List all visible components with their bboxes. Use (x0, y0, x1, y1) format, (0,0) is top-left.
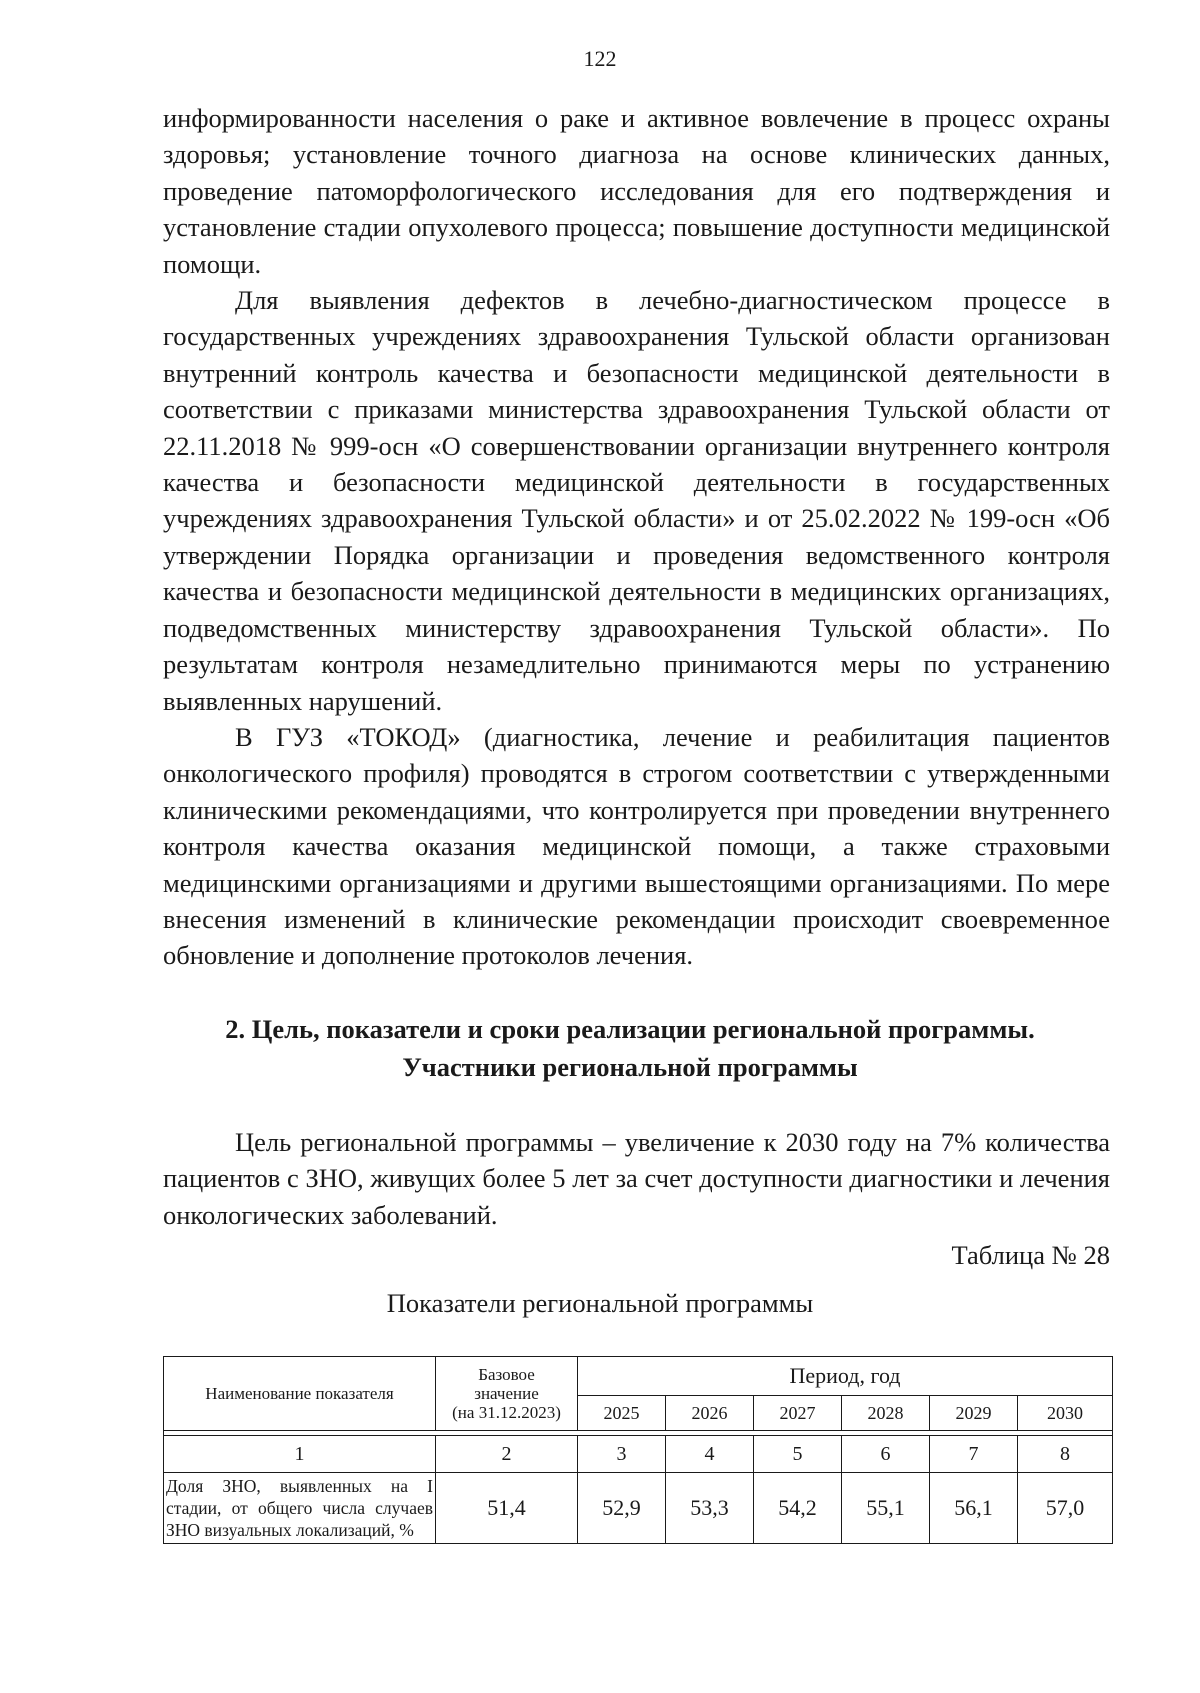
header-year: 2030 (1018, 1396, 1113, 1431)
header-base-value (436, 1357, 578, 1431)
paragraph-tokod: В ГУЗ «ТОКОД» (диагностика, лечение и реабилитация пациентов онкологического профиля) проводятся в строгом соответствии с утвержденными клиническими рекомендациями, что контролируется при проведении внутреннего контроля качества оказания медицинской помощи, а также страховыми медицинскими организациями и другими вышестоящими организациями. По мере внесения изменений в клинические рекомендации происходит своевременное обновление и дополнение протоколов лечения. (163, 721, 1110, 971)
header-period: Период, год (578, 1357, 1113, 1396)
year-value-cell: 52,9 (578, 1473, 666, 1544)
year-value-cell: 53,3 (666, 1473, 754, 1544)
column-number: 5 (754, 1436, 842, 1473)
page-number: 122 (583, 46, 617, 71)
column-number: 7 (930, 1436, 1018, 1473)
table-row (164, 1473, 1113, 1544)
section-heading (150, 1010, 1110, 1086)
paragraph-quality-control: Для выявления дефектов в лечебно-диагностическом процессе в государственных учреждениях здравоохранения Тульской области организован внутренний контроль качества и безопасности медицинской деятельности в соответствии с приказами министерства здравоохранения Тульской области от 22.11.2018 № 999-осн «О совершенствовании организации внутреннего контроля качества и безопасности медицинской деятельности в государственных учреждениях здравоохранения Тульской области» и от 25.02.2022 № 199-осн «Об утверждении Порядка организации и проведения ведомственного контроля качества и безопасности медицинской деятельности в медицинских организациях, подведомственных министерству здравоохранения Тульской области». По результатам контроля незамедлительно принимаются меры по устранению выявленных нарушений. (163, 285, 1110, 716)
column-number: 8 (1018, 1436, 1113, 1473)
header-indicator-name: Наименование показателя (164, 1357, 436, 1431)
header-year: 2027 (754, 1396, 842, 1431)
indicators-table (163, 1356, 1113, 1544)
year-value-cell: 57,0 (1018, 1473, 1113, 1544)
column-number: 6 (842, 1436, 930, 1473)
header-year: 2028 (842, 1396, 930, 1431)
base-value-cell: 51,4 (436, 1473, 578, 1544)
year-value-cell: 54,2 (754, 1473, 842, 1544)
table-number-label: Таблица № 28 (951, 1240, 1110, 1270)
header-year: 2029 (930, 1396, 1018, 1431)
section-heading-line1: 2. Цель, показатели и сроки реализации региональной программы. (225, 1014, 1035, 1044)
header-base-line1: Базовое (478, 1365, 535, 1384)
header-year: 2025 (578, 1396, 666, 1431)
column-number: 2 (436, 1436, 578, 1473)
year-value-cell: 55,1 (842, 1473, 930, 1544)
goal-text (163, 1124, 1110, 1233)
column-number-row (164, 1436, 1113, 1473)
goal-paragraph: Цель региональной программы – увеличение к 2030 году на 7% количества пациентов с ЗНО, живущих более 5 лет за счет доступности диагностики и лечения онкологических заболеваний. (163, 1127, 1110, 1230)
column-number: 3 (578, 1436, 666, 1473)
indicator-name-cell: Доля ЗНО, выявленных на I стадии, от общего числа случаев ЗНО визуальных локализаций, % (164, 1473, 436, 1544)
header-base-line2: значение (474, 1384, 539, 1403)
column-number: 1 (164, 1436, 436, 1473)
table-title: Показатели региональной программы (386, 1288, 814, 1318)
header-base-line3: (на 31.12.2023) (452, 1403, 561, 1422)
body-text (163, 100, 1110, 974)
paragraph-continued: информированности населения о раке и активное вовлечение в процесс охраны здоровья; установление точного диагноза на основе клинических данных, проведение патоморфологического исследования для его подтверждения и установление стадии опухолевого процесса; повышение доступности медицинской помощи. (163, 103, 1110, 279)
year-value-cell: 56,1 (930, 1473, 1018, 1544)
header-year: 2026 (666, 1396, 754, 1431)
section-heading-line2: Участники региональной программы (402, 1052, 858, 1082)
column-number: 4 (666, 1436, 754, 1473)
table-header-row-1 (164, 1357, 1113, 1396)
